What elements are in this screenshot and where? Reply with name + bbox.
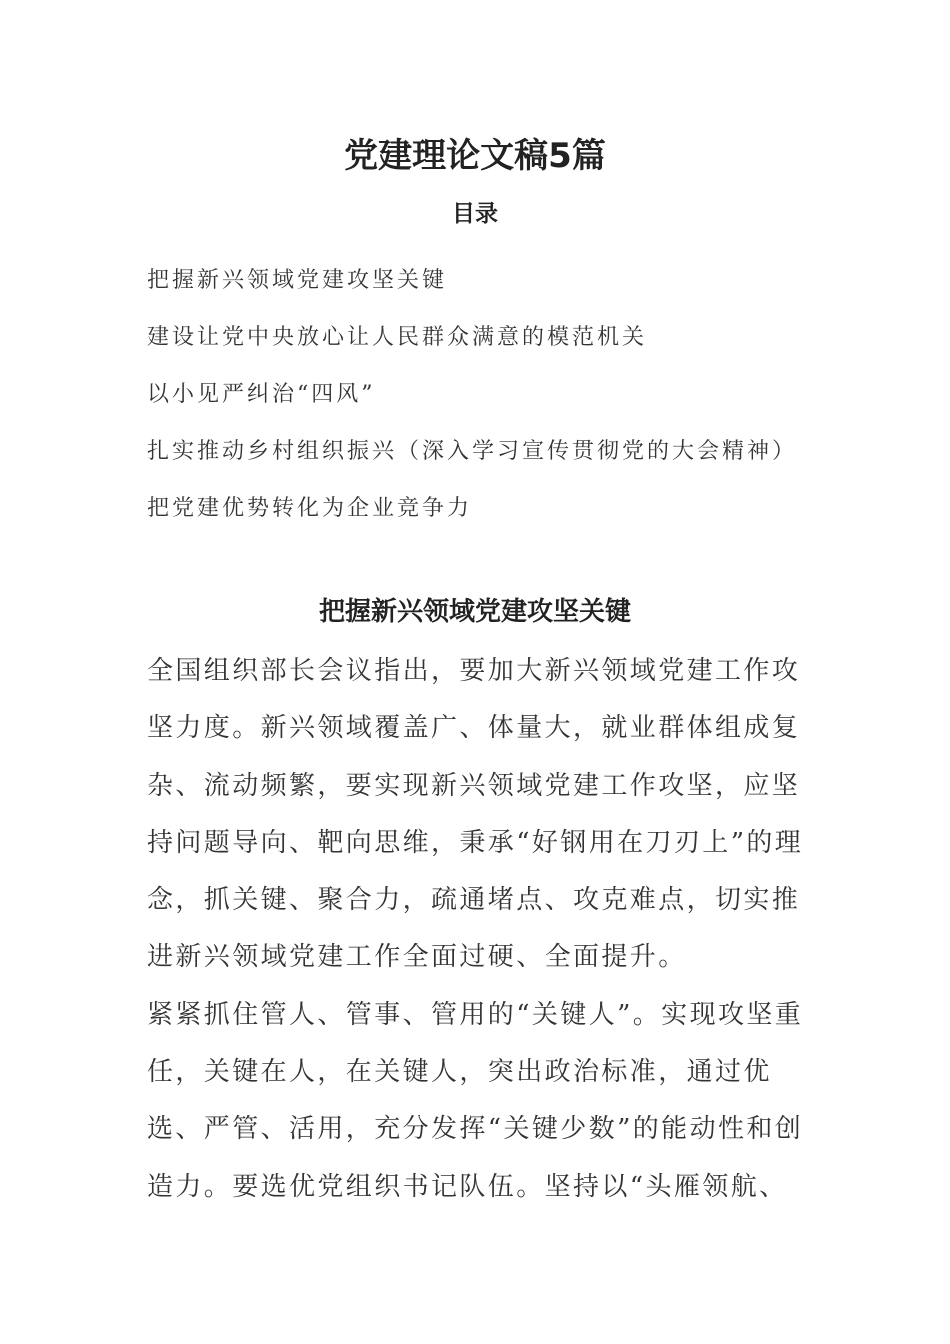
toc-item[interactable]: 把党建优势转化为企业竞争力 <box>147 496 473 521</box>
toc-item[interactable]: 扎实推动乡村组织振兴（深入学习宣传贯彻党的大会精神） <box>147 439 798 464</box>
table-of-contents <box>147 252 827 537</box>
toc-item[interactable]: 把握新兴领域党建攻坚关键 <box>147 268 448 293</box>
section-title: 把握新兴领域党建攻坚关键 <box>318 597 631 627</box>
toc-item[interactable]: 建设让党中央放心让人民群众满意的模范机关 <box>147 325 648 350</box>
body-paragraph: 全国组织部长会议指出，要加大新兴领域党建工作攻坚力度。新兴领域覆盖广、体量大，就业群体组成复杂、流动频繁，要实现新兴领域党建工作攻坚，应坚持问题导向、靶向思维，秉承“好钢用在刀刃上”的理念，抓关键、聚合力，疏通堵点、攻克难点，切实推进新兴领域党建工作全面过硬、全面提升。 <box>147 656 804 973</box>
document-title: 党建理论文稿5篇 <box>344 136 606 176</box>
toc-item[interactable]: 以小见严纠治“四风” <box>147 382 376 407</box>
body-paragraph: 紧紧抓住管人、管事、管用的“关键人”。实现攻坚重任，关键在人，在关键人，突出政治标准，通过优选、严管、活用，充分发挥“关键少数”的能动性和创造力。要选优党组织书记队伍。坚持以“头雁领航、 <box>147 999 804 1202</box>
section-body <box>147 643 827 1216</box>
toc-heading: 目录 <box>452 201 498 227</box>
